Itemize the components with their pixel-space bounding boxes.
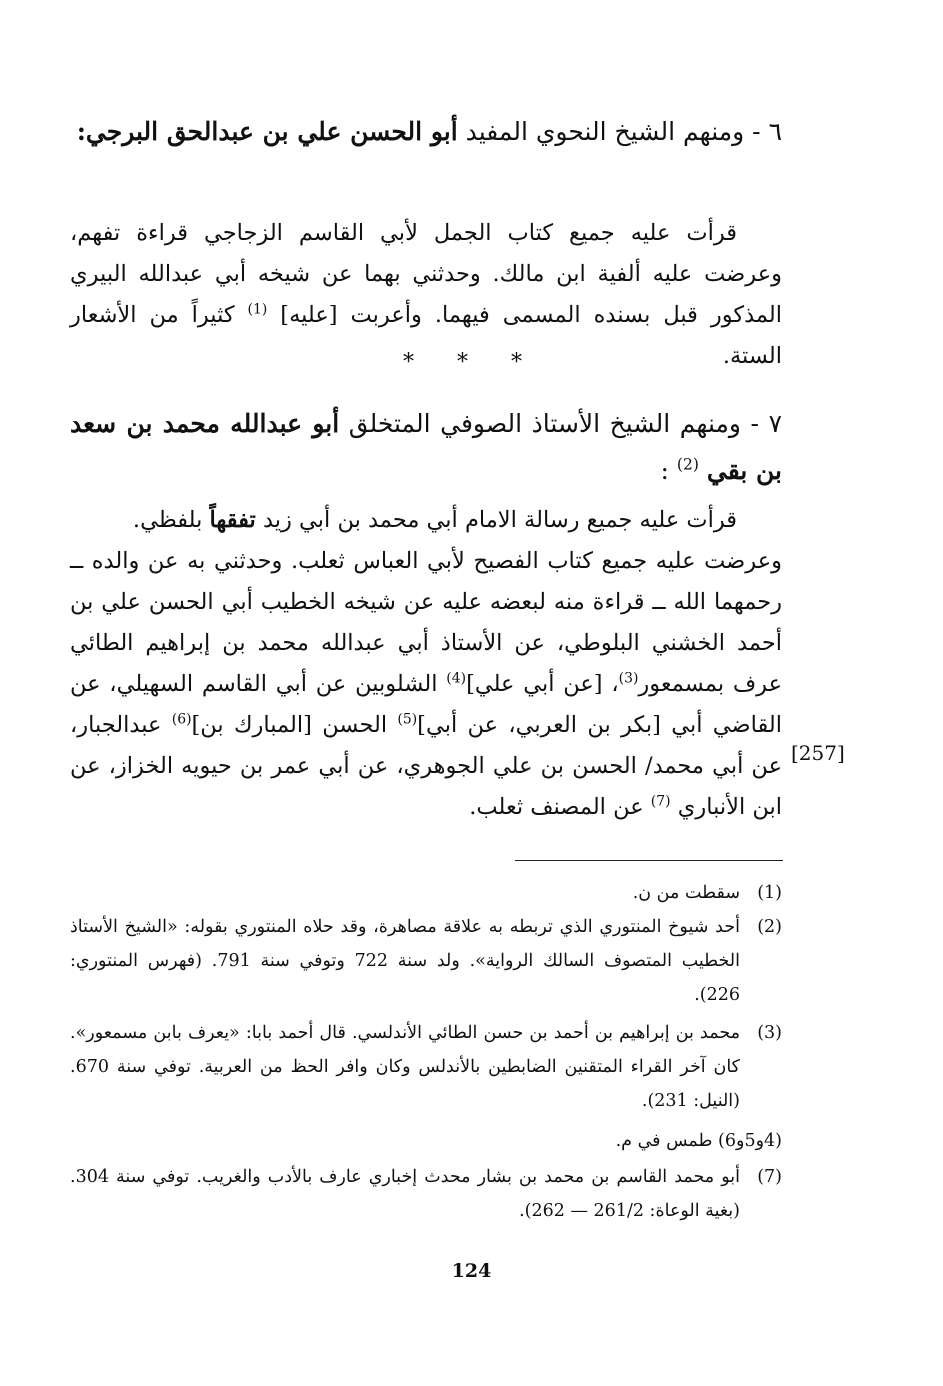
footnote-ref-2: (2) [676,455,699,474]
entry-7-p2c: الشلوبين عن أبي القاسم السهيلي، عن القاضي أبي [بكر بن العربي، عن أبي] [70,671,782,738]
entry-6-intro: ومنهم الشيخ النحوي المفيد [457,117,753,146]
entry-6-number: ٦ - [752,117,782,146]
footnote-7 [70,1160,782,1228]
entry-6-name: أبو الحسن علي بن عبدالحق البرجي [85,117,458,146]
footnote-number: (7) [757,1167,782,1187]
entry-6-body-end: كثيراً من الأشعار الستة. [70,302,782,369]
footnote-4-5-6 [70,1124,782,1158]
footnote-text: أحد شيوخ المنتوري الذي تربطه به علاقة مصاهرة، وقد حلاه المنتوري بقوله: «الشيخ الأستاذ الخطيب المتصوف السالك الرواية». ولد سنة 722 وتوفي سنة 791. (فهرس المنتوري: 226). [70,917,740,1005]
footnote-1 [70,876,782,910]
entry-7-p1: قرأت عليه جميع رسالة الامام أبي محمد بن أبي زيد [255,507,737,533]
entry-7-number: ٧ - [750,409,782,438]
footnote-2 [70,910,782,1012]
footnote-divider [515,860,783,861]
entry-7-p1-end: بلفظي. [132,507,210,533]
footnote-ref-5: (5) [397,711,418,728]
entry-7-p2d: الحسن [المبارك بن] [191,712,398,738]
entry-7-p2e: عبدالجبار، عن أبي محمد/ الحسن بن علي الجوهري، عن أبي عمر بن حيويه الخزاز، عن ابن الأنباري [70,712,782,820]
entry-7-p1-bold: تفقهاً [209,507,256,533]
entry-7-colon: : [660,456,669,485]
entry-6-heading [70,108,782,155]
footnote-text: محمد بن إبراهيم بن أحمد بن حسن الطائي الأندلسي. قال أحمد بابا: «يعرف بابن مسمعور». كان آخر القراء المتقنين الضابطين بالأندلس وكان وافر الحظ من العربية. توفي سنة 670. (النيل: 231). [70,1023,740,1111]
footnote-text: سقطت من ن. [632,883,740,903]
footnote-ref-7: (7) [650,793,671,810]
footnote-ref-6: (6) [171,711,192,728]
footnote-number: (1) [757,883,782,903]
entry-7-p2a: وعرضت عليه جميع كتاب الفصيح لأبي العباس ثعلب. وحدثني به عن والده ــ رحمهما الله ــ قراءة منه لبعضه عليه عن شيخه الخطيب أبي الحسن علي بن أحمد الخشني البلوطي، عن الأستاذ أبي عبدالله محمد بن إبراهيم الطائي عرف بمسمعور [70,548,782,697]
footnote-ref-1: (1) [247,301,268,318]
footnote-3 [70,1016,782,1118]
entry-7-intro: ومنهم الشيخ الأستاذ الصوفي المتخلق [339,409,751,438]
entry-7-body [70,500,782,828]
entry-6-body-text: قرأت عليه جميع كتاب الجمل لأبي القاسم الزجاجي قراءة تفهم، وعرضت عليه ألفية ابن مالك. وحدثني بهما عن شيخه أبي عبدالله البيري المذكور قبل بسنده المسمى فيهما. وأعربت [عليه] [70,220,782,328]
entry-7-name: أبو عبدالله محمد بن سعد بن بقي [70,409,782,485]
section-separator: * * * [403,350,540,375]
footnote-text: (4و5و6) طمس في م. [615,1131,782,1151]
footnote-ref-4: (4) [446,670,467,687]
entry-6-colon: : [76,117,86,146]
entry-7-p2b: ، [عن أبي علي] [466,671,619,697]
footnote-number: (3) [757,1023,782,1043]
margin-page-reference: [257] [791,741,845,765]
footnote-ref-3: (3) [618,670,639,687]
footnote-number: (2) [757,917,782,937]
entry-7-p2f: عن المصنف ثعلب. [469,794,651,820]
footnote-text: أبو محمد القاسم بن محمد بن بشار محدث إخباري عارف بالأدب والغريب. توفي سنة 304. (بغية الوعاة: 261/2 — 262). [70,1167,740,1221]
page-number: 124 [451,1260,492,1282]
entry-7-heading [70,400,782,494]
